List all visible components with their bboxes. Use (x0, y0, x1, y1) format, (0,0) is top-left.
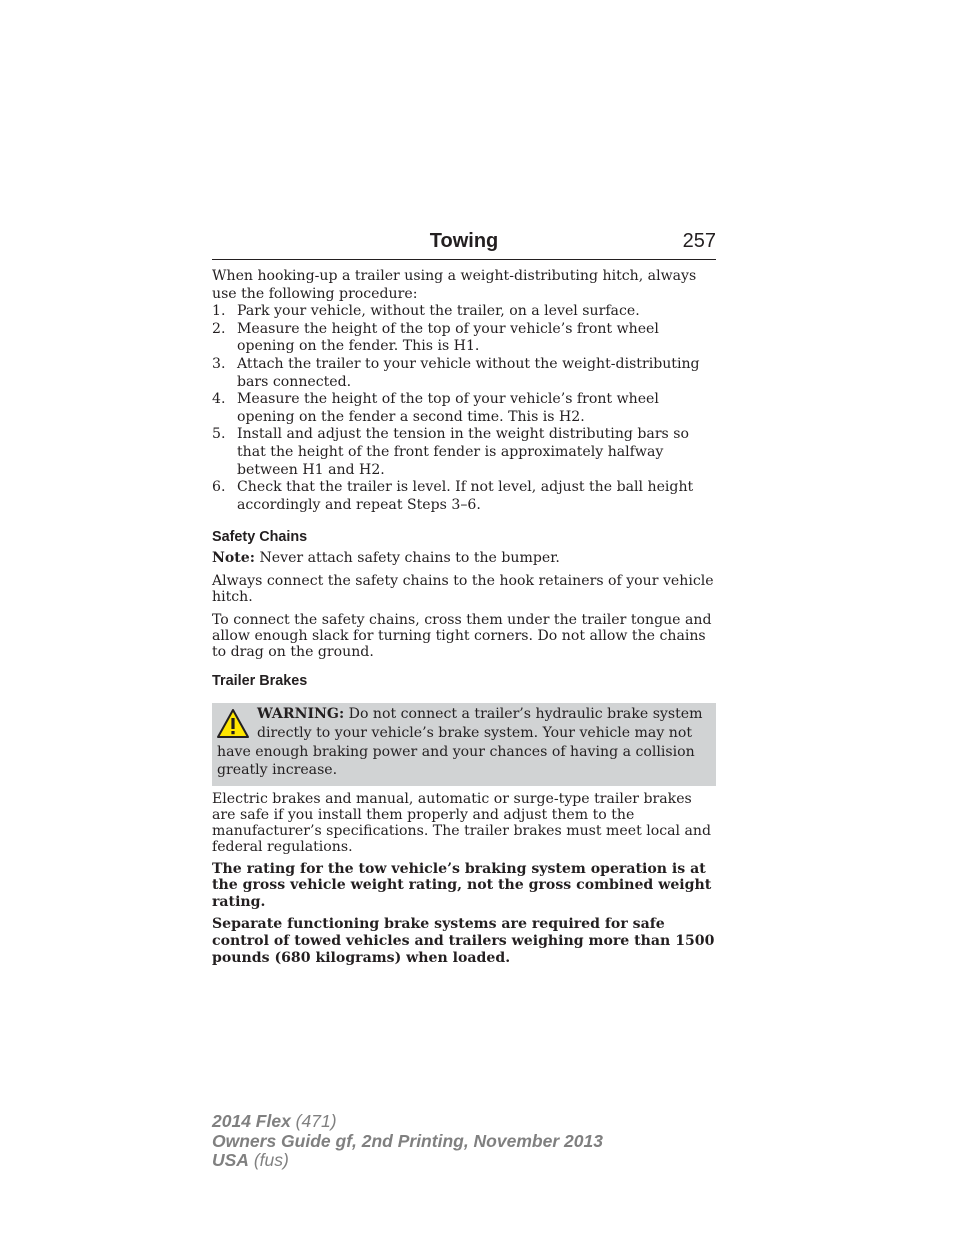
safety-chains-paragraph-1: Always connect the safety chains to the hook retainers of your vehicle hitch. (212, 573, 714, 606)
safety-chains-paragraph-2: To connect the safety chains, cross them under the trailer tongue and allow enough slack for turning tight corners. Do not allow the chains to drag on the ground. (212, 612, 712, 661)
procedure-list (212, 303, 716, 514)
step-text: Measure the height of the top of your vehicle’s front wheel opening on the fender a second time. This is H2. (237, 391, 659, 425)
warning-label: WARNING: (257, 706, 345, 723)
separate-brakes-paragraph: Separate functioning brake systems are required for safe control of towed vehicles and trailers weighing more than 1500 pounds (680 kilograms) when loaded. (212, 916, 715, 966)
braking-rating-paragraph: The rating for the tow vehicle’s braking system operation is at the gross vehicle weight rating, not the gross combined weight rating. (212, 860, 712, 910)
page-content (212, 228, 716, 966)
step-text: Park your vehicle, without the trailer, on a level surface. (237, 303, 640, 320)
step-number: 6. (212, 479, 226, 496)
list-item (212, 426, 716, 479)
note-paragraph (212, 550, 716, 566)
list-item (212, 303, 716, 321)
step-number: 4. (212, 391, 226, 408)
step-number: 2. (212, 320, 226, 337)
page-number: 257 (682, 230, 716, 252)
safety-chains-heading: Safety Chains (212, 529, 308, 546)
step-text: Attach the trailer to your vehicle without the weight-distributing bars connected. (237, 355, 700, 390)
footer-market: USA (212, 1150, 249, 1170)
trailer-brakes-heading: Trailer Brakes (212, 673, 308, 690)
section-title: Towing (429, 230, 499, 252)
page-body (212, 268, 716, 966)
page-header (212, 228, 716, 260)
footer-model: 2014 Flex (212, 1111, 291, 1131)
list-item (212, 391, 716, 426)
intro-paragraph: When hooking-up a trailer using a weight-distributing hitch, always use the following procedure: (212, 268, 697, 302)
list-item (212, 479, 716, 514)
warning-triangle-icon (216, 707, 250, 741)
warning-box (212, 703, 716, 785)
footer-model-code: (471) (290, 1111, 337, 1131)
list-item (212, 356, 716, 391)
list-item (212, 321, 716, 356)
trailer-brakes-paragraph: Electric brakes and manual, automatic or surge-type trailer brakes are safe if you install them properly and adjust them to the manufacturer’s specifications. The trailer brakes must meet local and federal regulations. (212, 790, 712, 855)
footer-line-3 (212, 1151, 603, 1171)
step-number: 1. (212, 303, 226, 320)
footer-line-2: Owners Guide gf, 2nd Printing, November 2013 (212, 1130, 603, 1151)
footer-market-code: (fus) (248, 1150, 289, 1170)
step-number: 5. (212, 426, 226, 443)
note-label: Note: (212, 550, 255, 567)
page-footer (212, 1112, 603, 1171)
footer-line-1 (212, 1112, 603, 1132)
step-text: Check that the trailer is level. If not level, adjust the ball height accordingly and repeat Steps 3–6. (237, 479, 694, 513)
note-text: Never attach safety chains to the bumper. (254, 550, 560, 567)
warning-text: Do not connect a trailer’s hydraulic brake system directly to your vehicle’s brake system. Your vehicle may not have enough braking power and your chances of having a collision greatly increase. (217, 706, 703, 779)
step-text: Measure the height of the top of your vehicle’s front wheel opening on the fender. This is H1. (237, 320, 659, 355)
step-number: 3. (212, 355, 226, 372)
step-text: Install and adjust the tension in the weight distributing bars so that the height of the front fender is approximately halfway between H1 and H2. (237, 426, 689, 478)
